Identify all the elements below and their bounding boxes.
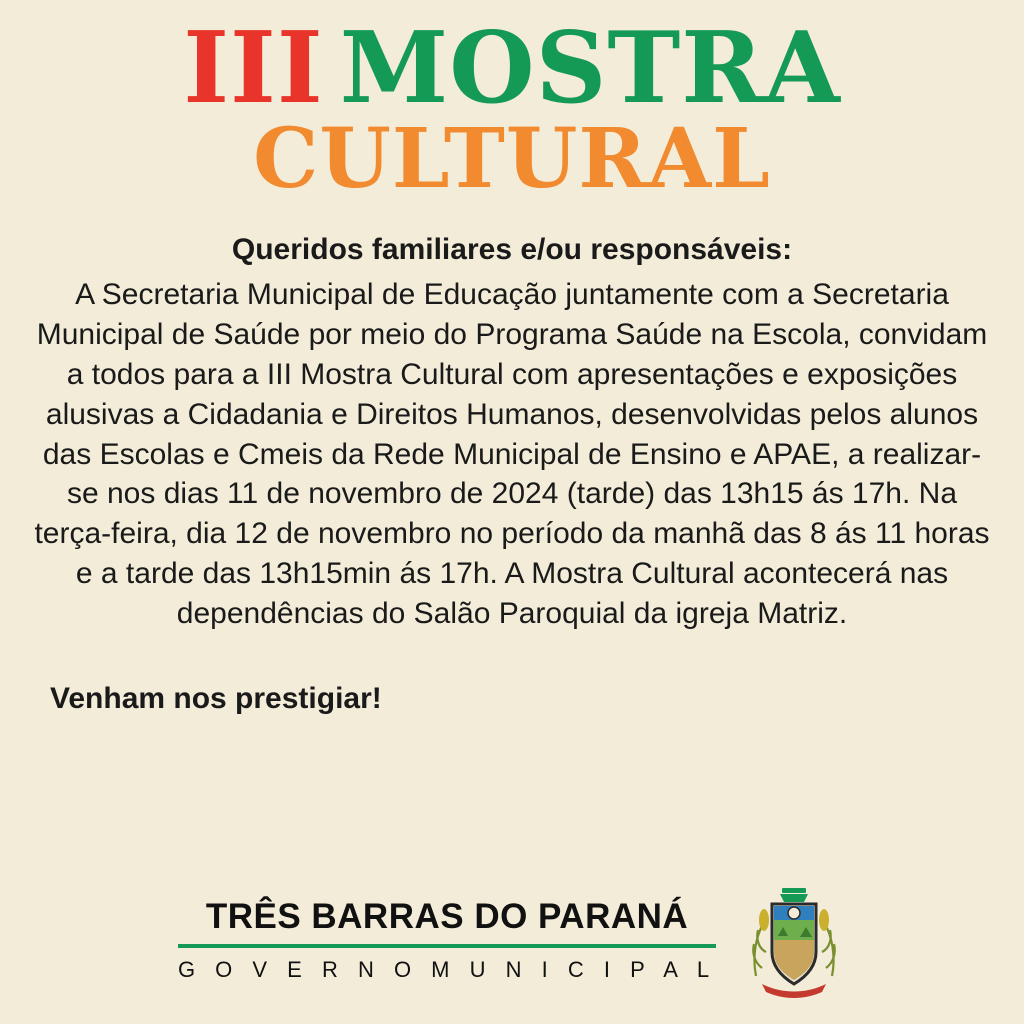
greeting-text: Queridos familiares e/ou responsáveis: <box>231 232 793 266</box>
title-line-one <box>0 11 1024 126</box>
footer-divider <box>178 944 716 948</box>
poster-title <box>0 11 1024 208</box>
title-roman-numeral: III <box>183 11 324 126</box>
closing-text: Venham nos prestigiar! <box>50 682 382 715</box>
city-name: TRÊS BARRAS DO PARANÁ <box>205 897 689 936</box>
footer-wordmark <box>178 897 716 983</box>
title-word-cultural: CULTURAL <box>253 111 771 208</box>
title-word-mostra: MOSTRA <box>339 11 841 126</box>
body-paragraph: A Secretaria Municipal de Educação juntamente com a Secretaria Municipal de Saúde por meio do Programa Saúde na Escola, convidam a todos para a III Mostra Cultural com apresentações e exposições alusivas a Cidadania e Direitos Humanos, desenvolvidas pelos alunos das Escolas e Cmeis da Rede Municipal de Ensino e APAE, a realizar-se nos dias 11 de novembro de 2024 (tarde) das 13h15 ás 17h. Na terça-feira, dia 12 de novembro no período da manhã das 8 ás 11 horas e a tarde das 13h15min ás 17h. A Mostra Cultural acontecerá nas dependências do Salão Paroquial da igreja Matriz. <box>34 277 990 631</box>
municipal-coat-of-arms-icon <box>742 880 846 1000</box>
government-label: G O V E R N O M U N I C I P A L <box>177 957 717 982</box>
poster-footer <box>0 880 1024 1000</box>
poster-body <box>32 233 992 634</box>
